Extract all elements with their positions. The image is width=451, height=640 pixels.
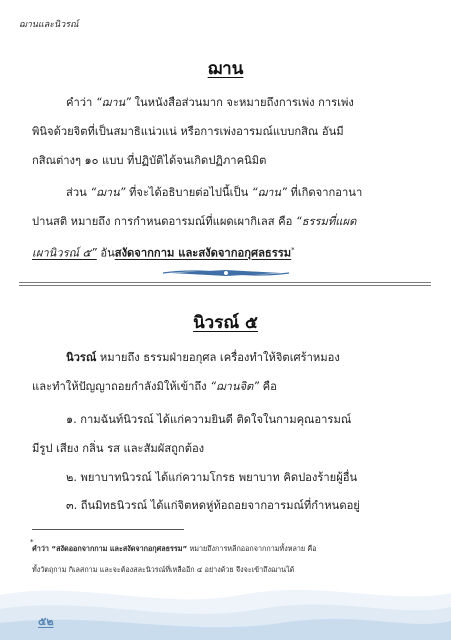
text-run: คือ <box>259 380 277 393</box>
italic-term: “ฌาน” <box>90 186 126 199</box>
italic-term: “ฌานจิต” <box>210 380 260 393</box>
text-run: ส่วน <box>66 186 91 199</box>
list-item: ๒. พยาบาทนิวรณ์ ได้แก่ความโกรธ พยาบาท คิดปองร้ายผู้อื่น <box>66 471 358 484</box>
footnote-mark: * <box>30 538 34 546</box>
paragraph-line <box>66 185 451 201</box>
footnote-line <box>32 544 317 554</box>
footnote-line: ทั้งวัตถุกาม กิเลสกาม และจะต้องสละนิวรณ์ที่เหลืออีก ๔ อย่างด้วย จึงจะเข้าถึงฌานได้ <box>32 565 295 574</box>
text-run: คำว่า <box>66 96 96 109</box>
section-divider-line <box>19 285 431 286</box>
text-run: ที่จะได้อธิบายต่อไปนี้เป็น <box>125 186 252 199</box>
text-run: ที่เกิดจากอานา <box>286 186 363 199</box>
paragraph-line <box>32 379 427 395</box>
footnote-term: คำว่า “สงัดออกจากกาม และสงัดจากอกุศลธรรม” <box>32 544 188 553</box>
bold-underlined-term: สงัดจากกาม และสงัดจากอกุศลธรรม <box>114 246 292 260</box>
list-item: ๑. กามฉันท์นิวรณ์ ได้แก่ความยินดี ติดใจในกามคุณอารมณ์ <box>66 413 352 426</box>
text-run: และทำให้ปัญญาถอยกำลังมิให้เข้าถึง <box>32 380 211 393</box>
ornament-divider <box>163 268 289 278</box>
section-title-nivarana: นิวรณ์ ๕ <box>193 313 258 333</box>
text-run: หมายถึงการหลีกออกจากกามทั้งหลาย คือ <box>187 544 317 553</box>
paragraph-line: พินิจด้วยจิตที่เป็นสมาธิแน่วแน่ หรือการเพ่งอารมณ์แบบกสิณ อันมี <box>32 125 344 138</box>
paragraph-line: กสิณต่างๆ ๑๐ แบบ ที่ปฏิบัติได้จนเกิดปฏิภาคนิมิต <box>32 154 267 167</box>
italic-term: เผานิวรณ์ ๕” <box>32 246 97 260</box>
italic-term: “ฌาน” <box>251 186 287 199</box>
paragraph-line <box>66 350 451 366</box>
page-number: ๕๒ <box>38 615 54 628</box>
section-title-jhana: ฌาน <box>207 59 244 79</box>
text-run: หมายถึง ธรรมฝ่ายอกุศล เครื่องทำให้จิตเศร้าหมอง <box>96 351 340 364</box>
wave-decoration <box>0 575 451 640</box>
paragraph-line <box>32 242 427 262</box>
section-divider-line <box>19 282 431 283</box>
footnote-reference: * <box>291 246 295 254</box>
italic-term: “ฌาน” <box>95 96 131 109</box>
bold-term: นิวรณ์ <box>66 351 97 364</box>
paragraph-line <box>32 214 427 230</box>
paragraph-line <box>66 95 451 111</box>
italic-term: “ธรรมที่แผด <box>295 215 357 228</box>
text-run: ในหนังสือส่วนมาก จะหมายถึงการเพ่ง การเพ่ง <box>130 96 354 109</box>
text-run: ปานสติ หมายถึง การกำหนดอารมณ์ที่แผดเผากิเลส คือ <box>32 215 296 228</box>
text-run: อัน <box>96 246 115 260</box>
footnote-rule <box>32 529 184 530</box>
list-item: ๓. ถีนมิทธนิวรณ์ ได้แก่จิตหดหู่ท้อถอยจากอารมณ์ที่กำหนดอยู่ <box>66 499 360 512</box>
list-item-continuation: มีรูป เสียง กลิ่น รส และสัมผัสถูกต้อง <box>32 442 205 455</box>
running-head: ฌานและนิวรณ์ <box>19 20 79 30</box>
